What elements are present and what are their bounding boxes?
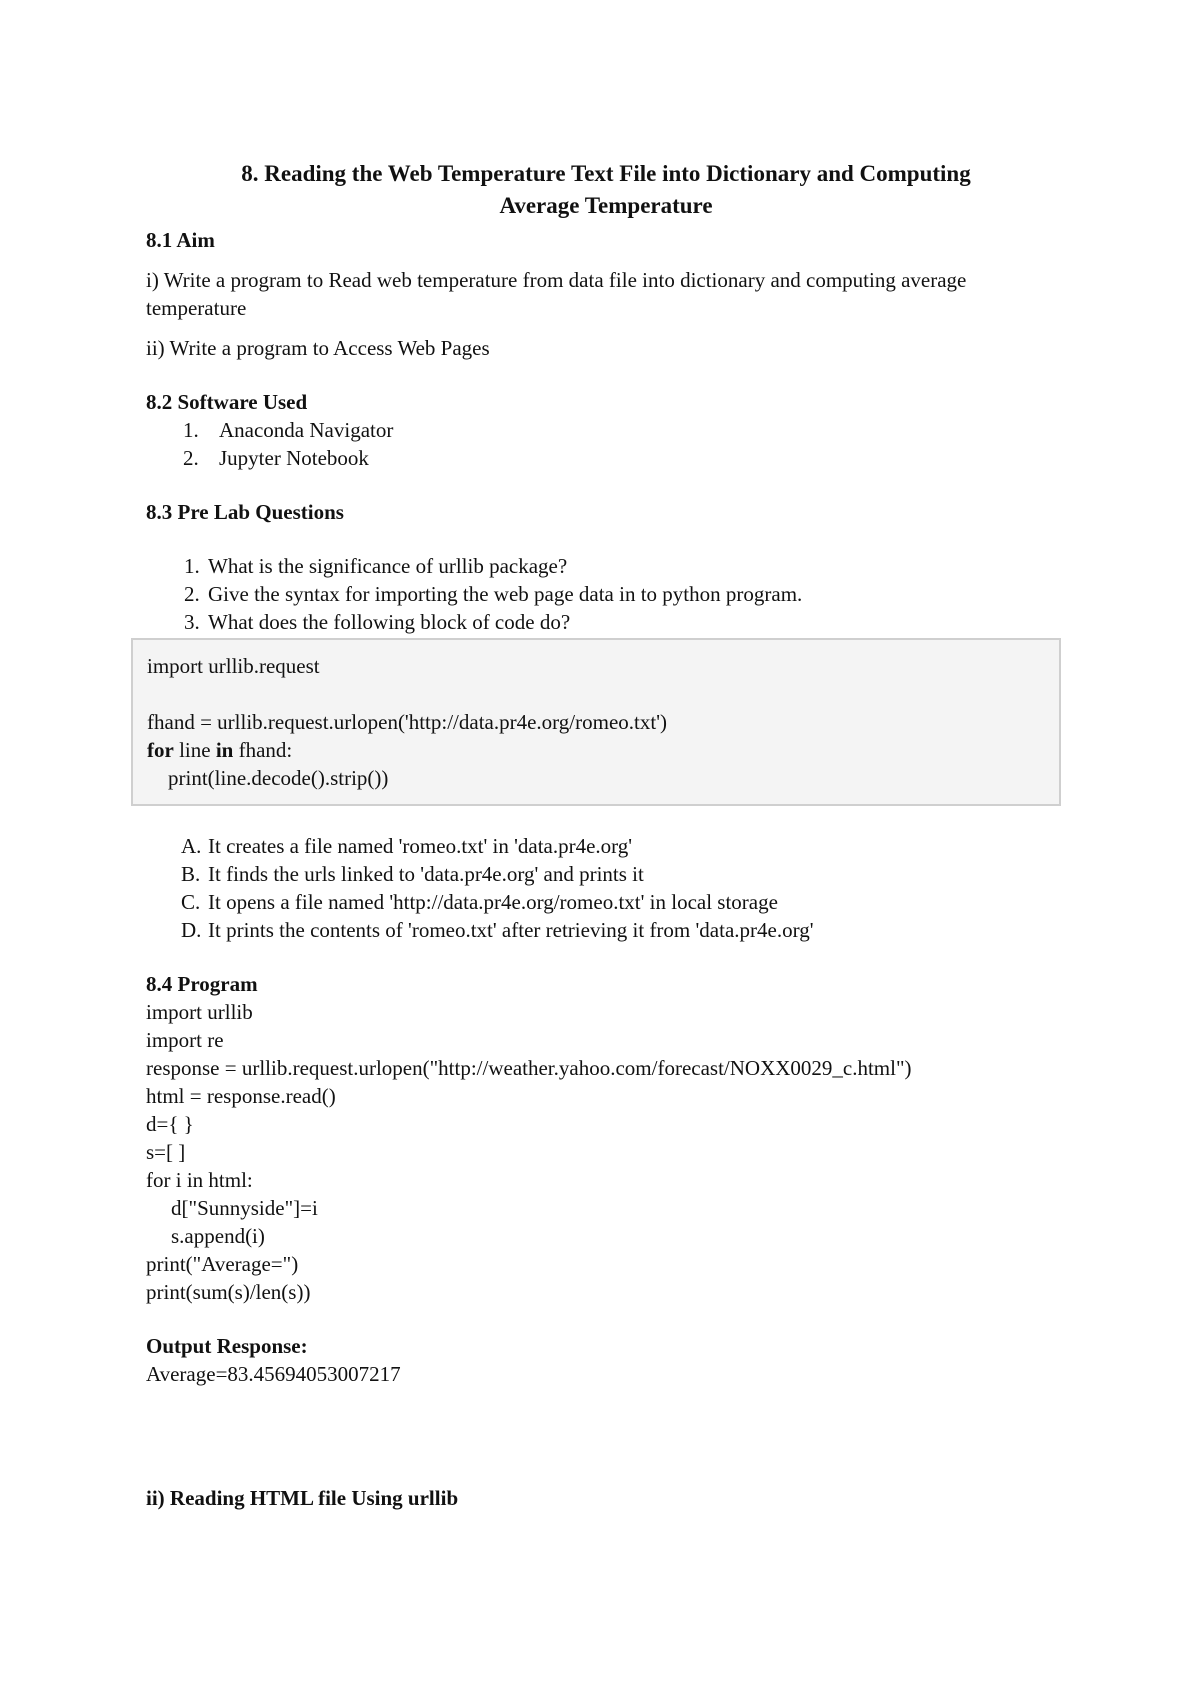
program-line: s.append(i) [171,1224,265,1248]
list-number: 2. [184,582,200,606]
question-text: Give the syntax for importing the web page data in to python program. [208,582,803,606]
code-line [147,736,1045,764]
answer-option [146,916,1066,944]
list-number: 1. [183,418,199,442]
program-line: response = urllib.request.urlopen("http://weather.yahoo.com/forecast/NOXX0029_c.html") [146,1056,912,1080]
document-page [146,158,1066,1512]
option-text: It finds the urls linked to 'data.pr4e.org' and prints it [208,862,644,886]
program-line: html = response.read() [146,1084,336,1108]
software-item-text: Jupyter Notebook [219,446,369,470]
prelab-question [146,580,1066,608]
answer-option-list [146,832,1066,944]
option-letter: A. [181,834,202,858]
program-line: import urllib [146,1000,253,1024]
code-text: fhand: [233,738,293,762]
option-text: It prints the contents of 'romeo.txt' after retrieving it from 'data.pr4e.org' [208,918,814,942]
code-text: line [173,738,216,762]
program-line: d["Sunnyside"]=i [171,1196,318,1220]
software-heading: 8.2 Software Used [146,390,308,414]
option-letter: C. [181,890,201,914]
code-line: import urllib.request [147,654,320,678]
title-line-1: 8. Reading the Web Temperature Text File into Dictionary and Computing [241,161,971,186]
code-blank-line [147,680,1045,708]
program-heading: 8.4 Program [146,972,258,996]
program-line: for i in html: [146,1168,253,1192]
prelab-question-list [146,552,1066,636]
code-snippet-box [131,638,1061,806]
output-heading: Output Response: [146,1334,308,1358]
program-line: d={ } [146,1112,194,1136]
code-line: fhand = urllib.request.urlopen('http://data.pr4e.org/romeo.txt') [147,710,667,734]
aim-item-2: ii) Write a program to Access Web Pages [146,336,490,360]
list-number: 3. [184,610,200,634]
question-text: What is the significance of urllib package? [208,554,568,578]
software-item [146,444,1066,472]
aim-heading: 8.1 Aim [146,228,215,252]
answer-option [146,832,1066,860]
list-number: 2. [183,446,199,470]
list-number: 1. [184,554,200,578]
program-code [146,998,1066,1306]
program-line: print(sum(s)/len(s)) [146,1280,311,1304]
option-letter: D. [181,918,202,942]
prelab-question [146,552,1066,580]
option-text: It opens a file named 'http://data.pr4e.org/romeo.txt' in local storage [208,890,778,914]
program-line: print("Average=") [146,1252,299,1276]
question-text: What does the following block of code do? [208,610,571,634]
prelab-question [146,608,1066,636]
document-title [146,158,1066,222]
code-keyword: for [147,738,174,762]
software-item [146,416,1066,444]
program-line: import re [146,1028,224,1052]
answer-option [146,860,1066,888]
title-line-2: Average Temperature [499,193,713,218]
code-line: print(line.decode().strip()) [147,766,389,790]
software-item-text: Anaconda Navigator [219,418,394,442]
prelab-heading: 8.3 Pre Lab Questions [146,500,344,524]
output-value: Average=83.45694053007217 [146,1362,401,1386]
answer-option [146,888,1066,916]
part2-heading: ii) Reading HTML file Using urllib [146,1486,459,1510]
option-letter: B. [181,862,201,886]
software-list [146,416,1066,472]
code-keyword: in [215,738,234,762]
option-text: It creates a file named 'romeo.txt' in 'data.pr4e.org' [208,834,633,858]
aim-item-1: i) Write a program to Read web temperature from data file into dictionary and computing average temperature [146,268,967,320]
program-line: s=[ ] [146,1140,186,1164]
